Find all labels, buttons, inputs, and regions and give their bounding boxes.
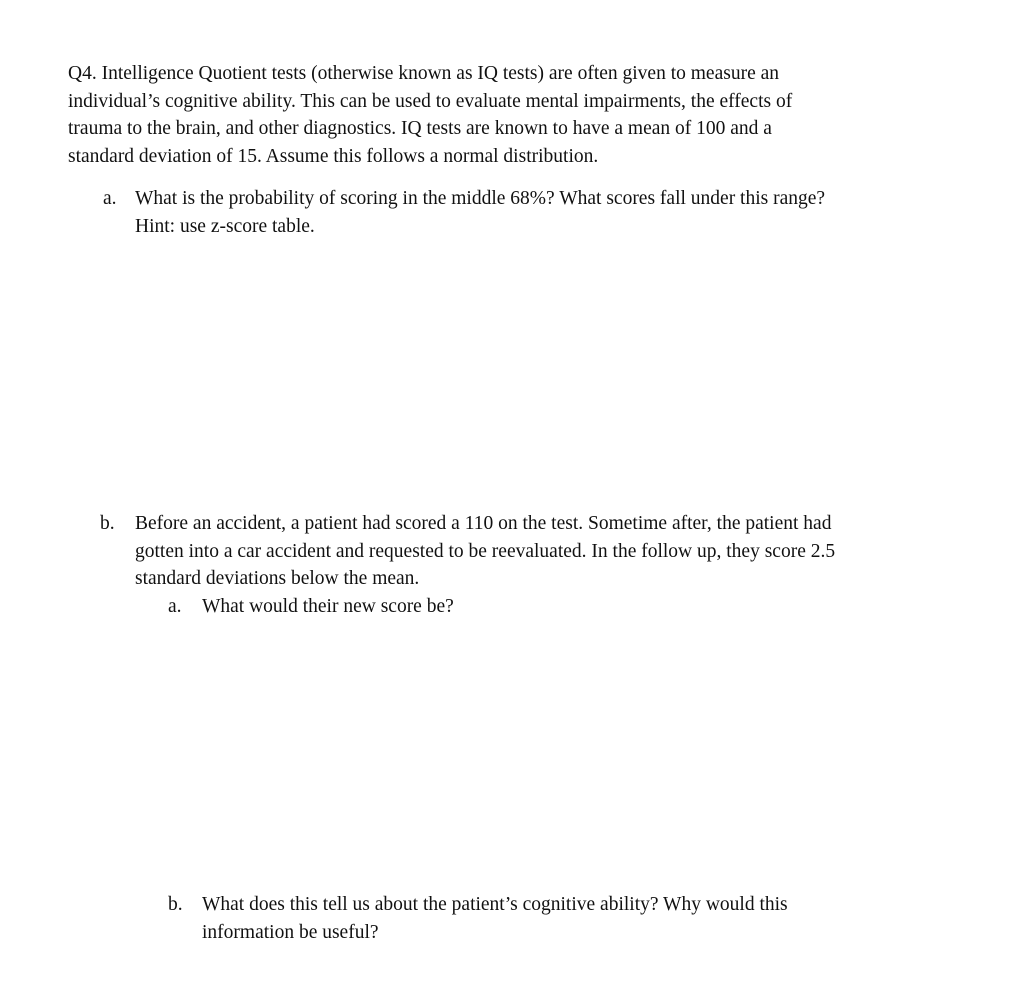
part-b-sub-a-line: What would their new score be? [202,596,454,617]
part-b-line: Before an accident, a patient had scored a 110 on the test. Sometime after, the patient had [135,513,832,534]
intro-line: standard deviation of 15. Assume this follows a normal distribution. [68,145,599,167]
question-intro [68,60,948,170]
part-b-sub-b-line: information be useful? [202,921,379,943]
part-a-line: What is the probability of scoring in the middle 68%? What scores fall under this range? [135,188,826,209]
part-b-line: standard deviations below the mean. [135,568,420,589]
part-a-text [135,185,983,240]
part-b-line: gotten into a car accident and requested to be reevaluated. In the follow up, they score 2.5 [135,540,836,562]
part-b-sub-a-text [202,593,928,621]
question-text [68,60,948,170]
part-b-sub-a-marker: a. [168,596,182,617]
part-b-sub-b-line: What does this tell us about the patient’s cognitive ability? Why would this [202,894,788,915]
part-b-marker: b. [100,513,115,534]
part-a-line: Hint: use z-score table. [135,215,315,237]
part-b-text [135,510,1000,593]
part-a-marker: a. [103,188,117,209]
intro-line: trauma to the brain, and other diagnostics. IQ tests are known to have a mean of 100 and a [68,118,772,139]
intro-line: Q4. Intelligence Quotient tests (otherwise known as IQ tests) are often given to measure an [68,63,779,84]
part-b-sub-b-text [202,891,928,946]
part-b-sub-b-marker: b. [168,894,183,915]
intro-line: individual’s cognitive ability. This can be used to evaluate mental impairments, the effects of [68,90,793,112]
